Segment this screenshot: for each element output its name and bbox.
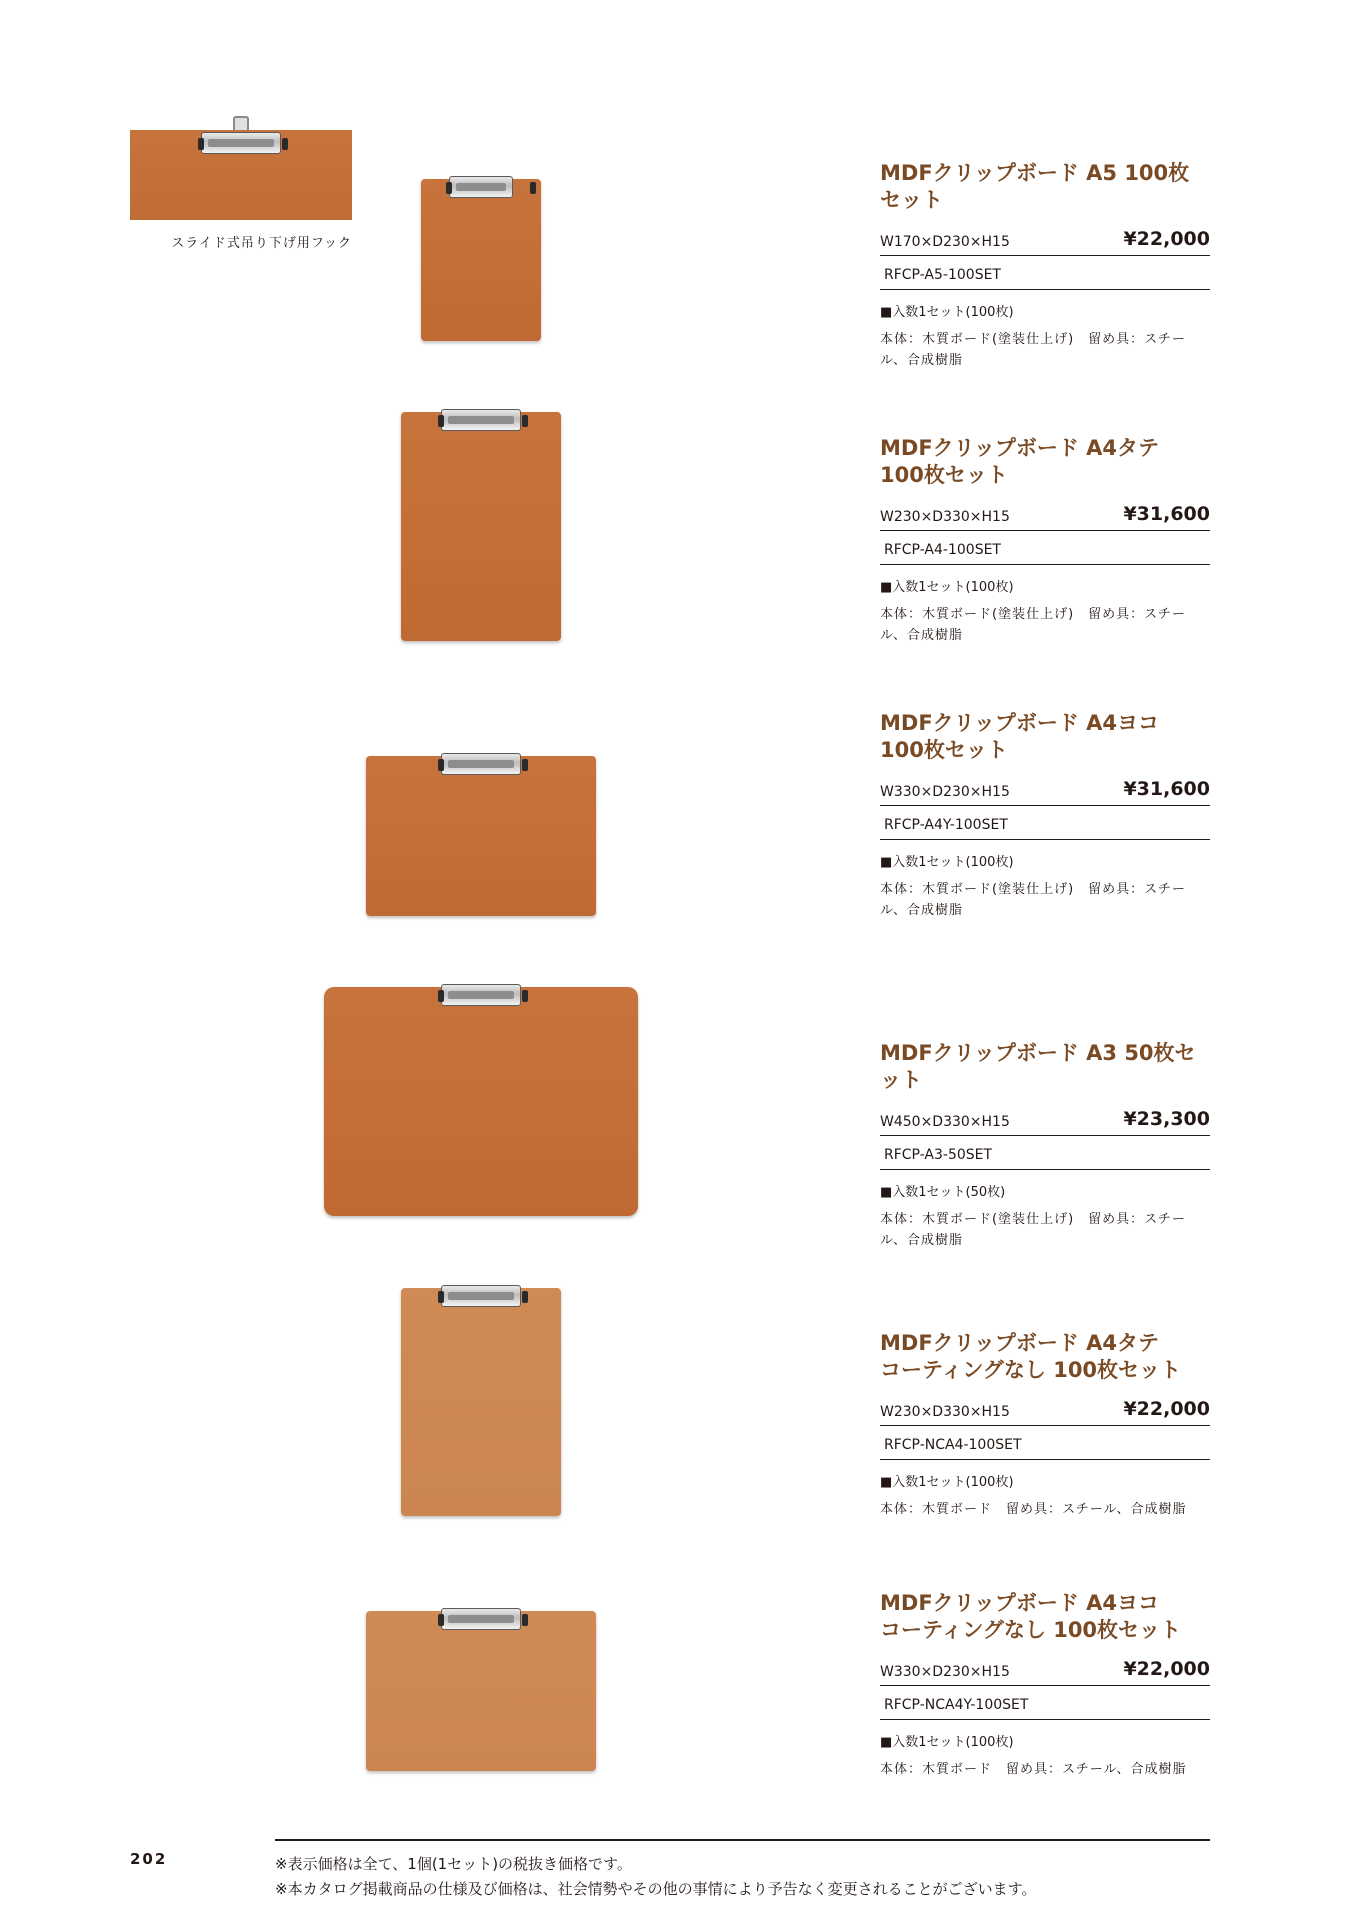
product-info-a5: [880, 160, 1210, 371]
product-material: 本体：木質ボード 留め具：スチール、合成樹脂: [880, 1502, 1187, 1517]
product-code: RFCP-A3-50SET: [880, 1136, 1210, 1170]
footer-note: ※本カタログ掲載商品の仕様及び価格は、社会情勢やその他の事情により予告なく変更されることがございます。: [275, 1880, 1037, 1898]
product-code: RFCP-A4Y-100SET: [880, 806, 1210, 840]
product-dimensions: W450×D330×H15: [880, 1114, 1010, 1130]
product-title: MDFクリップボード A4ヨコ コーティングなし 100枚セット: [880, 1591, 1182, 1642]
product-quantity: ■入数1セット(100枚): [880, 1735, 1014, 1750]
clip-hardware: [449, 176, 513, 198]
product-price: ¥31,600: [1123, 778, 1210, 800]
product-info-a4-portrait-nocoat: [880, 1330, 1210, 1520]
product-dimensions: W230×D330×H15: [880, 509, 1010, 525]
product-quantity: ■入数1セット(100枚): [880, 855, 1014, 870]
product-quantity: ■入数1セット(100枚): [880, 305, 1014, 320]
detail-caption: スライド式吊り下げ用フック: [171, 236, 352, 251]
product-image-a4-portrait: [401, 412, 561, 641]
product-image-a3: [324, 987, 638, 1216]
clip-hardware: [201, 132, 281, 154]
product-title: MDFクリップボード A4タテ コーティングなし 100枚セット: [880, 1331, 1182, 1382]
clip-hardware: [441, 1285, 521, 1307]
product-info-a4-landscape-nocoat: [880, 1590, 1210, 1780]
product-dimensions: W330×D230×H15: [880, 784, 1010, 800]
product-image-a4-portrait-nocoat: [401, 1288, 561, 1516]
product-dimensions: W230×D330×H15: [880, 1404, 1010, 1420]
product-image-a5: [421, 179, 541, 341]
product-title: MDFクリップボード A4タテ 100枚セット: [880, 436, 1160, 487]
clip-hardware: [441, 409, 521, 431]
product-image-a4-landscape: [366, 756, 596, 916]
product-price: ¥22,000: [1123, 228, 1210, 250]
product-dimensions: W170×D230×H15: [880, 234, 1010, 250]
footer-notes: [275, 1852, 1036, 1902]
product-material: 本体：木質ボード(塗装仕上げ) 留め具：スチール、合成樹脂: [880, 882, 1186, 918]
product-material: 本体：木質ボード(塗装仕上げ) 留め具：スチール、合成樹脂: [880, 332, 1186, 368]
product-title: MDFクリップボード A4ヨコ 100枚セット: [880, 711, 1160, 762]
footer-divider: [275, 1839, 1210, 1841]
product-material: 本体：木質ボード(塗装仕上げ) 留め具：スチール、合成樹脂: [880, 1212, 1186, 1248]
product-code: RFCP-NCA4Y-100SET: [880, 1686, 1210, 1720]
product-material: 本体：木質ボード 留め具：スチール、合成樹脂: [880, 1762, 1187, 1777]
product-price: ¥22,000: [1123, 1658, 1210, 1680]
product-code: RFCP-A4-100SET: [880, 531, 1210, 565]
hanging-hook-icon: [233, 116, 249, 130]
page-number: 202: [130, 1850, 168, 1868]
product-quantity: ■入数1セット(100枚): [880, 1475, 1014, 1490]
product-price: ¥23,300: [1123, 1108, 1210, 1130]
product-title: MDFクリップボード A5 100枚セット: [880, 161, 1190, 212]
clip-hardware: [441, 753, 521, 775]
clip-hardware: [441, 984, 521, 1006]
clip-hardware: [441, 1608, 521, 1630]
product-dimensions: W330×D230×H15: [880, 1664, 1010, 1680]
product-quantity: ■入数1セット(50枚): [880, 1185, 1006, 1200]
product-code: RFCP-A5-100SET: [880, 256, 1210, 290]
product-info-a3: [880, 1040, 1210, 1251]
product-image-a4-landscape-nocoat: [366, 1611, 596, 1771]
product-code: RFCP-NCA4-100SET: [880, 1426, 1210, 1460]
product-title: MDFクリップボード A3 50枚セット: [880, 1041, 1196, 1092]
product-material: 本体：木質ボード(塗装仕上げ) 留め具：スチール、合成樹脂: [880, 607, 1186, 643]
product-price: ¥22,000: [1123, 1398, 1210, 1420]
footer-note: ※表示価格は全て、1個(1セット)の税抜き価格です。: [275, 1855, 632, 1873]
hook-detail-photo: [130, 130, 352, 220]
product-price: ¥31,600: [1123, 503, 1210, 525]
product-info-a4-portrait: [880, 435, 1210, 646]
product-quantity: ■入数1セット(100枚): [880, 580, 1014, 595]
product-info-a4-landscape: [880, 710, 1210, 921]
